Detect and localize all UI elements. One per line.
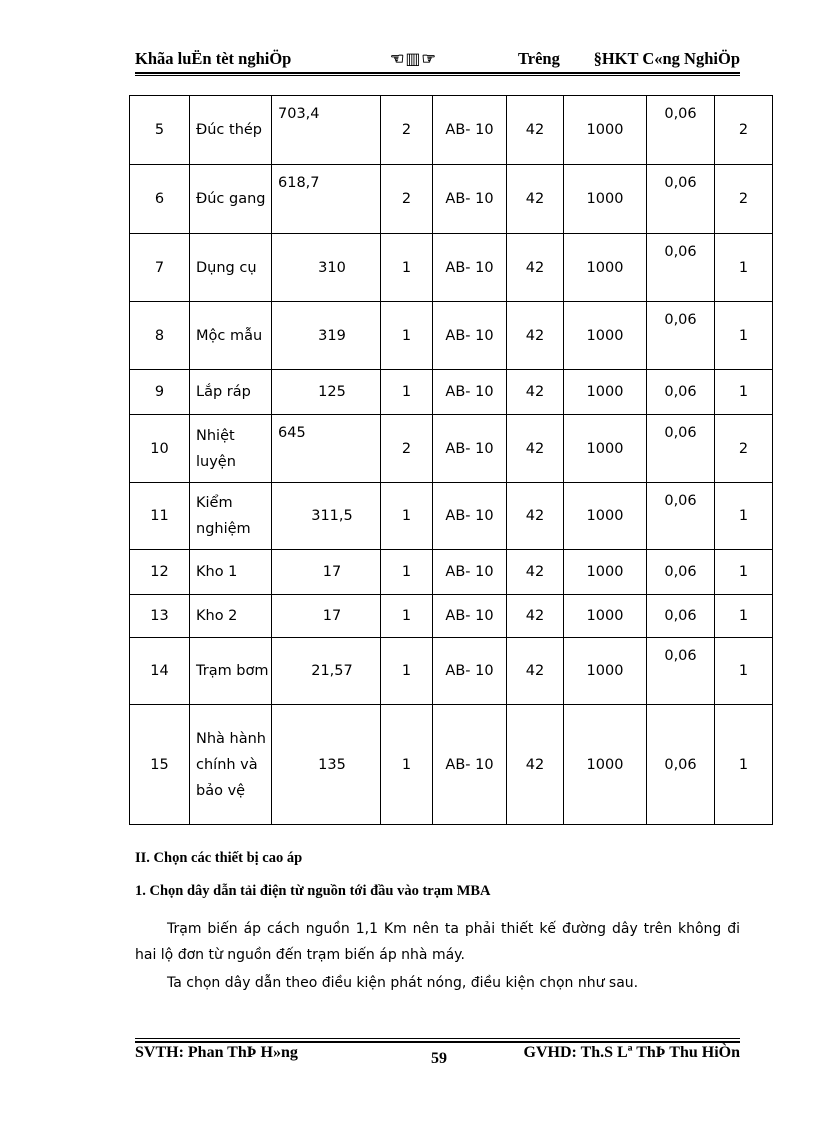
row-name: Đúc thép — [190, 96, 272, 165]
row-resistance: 0,06 — [647, 483, 715, 550]
row-last: 1 — [715, 370, 773, 415]
table-row — [130, 302, 773, 370]
row-power: 703,4 — [272, 96, 381, 165]
row-power: 645 — [272, 415, 381, 483]
table-row — [130, 415, 773, 483]
row-last: 1 — [715, 595, 773, 638]
row-count: 2 — [381, 165, 433, 234]
row-current: 42 — [507, 302, 564, 370]
row-type: AB- 10 — [433, 302, 507, 370]
row-current: 42 — [507, 370, 564, 415]
row-name: Kho 2 — [190, 595, 272, 638]
row-power: 17 — [272, 595, 381, 638]
table-row — [130, 638, 773, 705]
row-length: 1000 — [564, 595, 647, 638]
row-last: 1 — [715, 638, 773, 705]
row-resistance: 0,06 — [647, 302, 715, 370]
row-count: 1 — [381, 234, 433, 302]
row-resistance: 0,06 — [647, 165, 715, 234]
table-row — [130, 550, 773, 595]
row-length: 1000 — [564, 550, 647, 595]
table-row — [130, 370, 773, 415]
row-stt: 11 — [130, 483, 190, 550]
row-last: 2 — [715, 96, 773, 165]
row-current: 42 — [507, 595, 564, 638]
row-length: 1000 — [564, 96, 647, 165]
row-length: 1000 — [564, 302, 647, 370]
row-name: Kho 1 — [190, 550, 272, 595]
header-rule — [135, 72, 740, 74]
row-last: 1 — [715, 302, 773, 370]
row-length: 1000 — [564, 165, 647, 234]
row-power: 310 — [272, 234, 381, 302]
row-last: 1 — [715, 483, 773, 550]
row-last: 1 — [715, 705, 773, 825]
row-length: 1000 — [564, 483, 647, 550]
row-stt: 10 — [130, 415, 190, 483]
page-footer — [135, 1044, 740, 1070]
row-current: 42 — [507, 705, 564, 825]
subsection-title: 1. Chọn dây dẫn tải điện từ nguồn tới đầu vào trạm MBA — [135, 883, 491, 899]
page-header — [135, 48, 740, 72]
row-stt: 14 — [130, 638, 190, 705]
paragraph-1: Trạm biến áp cách nguồn 1,1 Km nên ta phải thiết kế đường dây trên không đi hai lộ đơn từ nguồn đến trạm biến áp nhà máy. — [135, 921, 740, 963]
row-current: 42 — [507, 234, 564, 302]
row-name: Nhà hành chính và bảo vệ — [190, 705, 272, 825]
footer-rule-thin — [135, 1038, 740, 1039]
page-number: 59 — [431, 1050, 447, 1067]
row-last: 2 — [715, 415, 773, 483]
row-current: 42 — [507, 96, 564, 165]
paragraph-2: Ta chọn dây dẫn theo điều kiện phát nóng, điều kiện chọn như sau. — [167, 975, 639, 991]
row-power: 17 — [272, 550, 381, 595]
row-length: 1000 — [564, 415, 647, 483]
row-name: Lắp ráp — [190, 370, 272, 415]
row-stt: 15 — [130, 705, 190, 825]
row-stt: 12 — [130, 550, 190, 595]
row-power: 21,57 — [272, 638, 381, 705]
row-resistance: 0,06 — [647, 595, 715, 638]
row-length: 1000 — [564, 234, 647, 302]
row-length: 1000 — [564, 705, 647, 825]
row-stt: 8 — [130, 302, 190, 370]
row-type: AB- 10 — [433, 483, 507, 550]
row-name: Trạm bơm — [190, 638, 272, 705]
row-count: 1 — [381, 370, 433, 415]
footer-rule — [135, 1041, 740, 1043]
table-row — [130, 705, 773, 825]
row-current: 42 — [507, 415, 564, 483]
footer-student: SVTH: Phan ThÞ H»ng — [135, 1044, 298, 1061]
header-thesis-label: Khãa luËn tèt nghiÖp — [135, 49, 292, 68]
header-ornament-icon: ☜▥☞ — [390, 51, 437, 68]
row-type: AB- 10 — [433, 705, 507, 825]
row-last: 1 — [715, 234, 773, 302]
table-row — [130, 483, 773, 550]
row-name: Đúc gang — [190, 165, 272, 234]
row-count: 1 — [381, 302, 433, 370]
row-resistance: 0,06 — [647, 234, 715, 302]
row-count: 1 — [381, 550, 433, 595]
row-count: 1 — [381, 638, 433, 705]
row-power: 311,5 — [272, 483, 381, 550]
row-length: 1000 — [564, 638, 647, 705]
row-count: 2 — [381, 415, 433, 483]
row-count: 1 — [381, 483, 433, 550]
row-resistance: 0,06 — [647, 705, 715, 825]
row-stt: 7 — [130, 234, 190, 302]
row-power: 618,7 — [272, 165, 381, 234]
row-stt: 5 — [130, 96, 190, 165]
row-type: AB- 10 — [433, 370, 507, 415]
row-power: 125 — [272, 370, 381, 415]
row-type: AB- 10 — [433, 234, 507, 302]
row-stt: 9 — [130, 370, 190, 415]
row-current: 42 — [507, 638, 564, 705]
row-last: 1 — [715, 550, 773, 595]
row-current: 42 — [507, 165, 564, 234]
row-count: 1 — [381, 595, 433, 638]
table-row — [130, 595, 773, 638]
row-name: Mộc mẫu — [190, 302, 272, 370]
header-rule-thin — [135, 75, 740, 76]
row-count: 2 — [381, 96, 433, 165]
row-name: Nhiệt luyện — [190, 415, 272, 483]
table-row — [130, 96, 773, 165]
row-count: 1 — [381, 705, 433, 825]
row-length: 1000 — [564, 370, 647, 415]
row-last: 2 — [715, 165, 773, 234]
row-type: AB- 10 — [433, 595, 507, 638]
row-resistance: 0,06 — [647, 550, 715, 595]
equipment-table-body — [130, 96, 773, 825]
header-school-name: §HKT C«ng NghiÖp — [593, 49, 740, 68]
header-school-label: Trêng — [518, 49, 560, 68]
row-power: 135 — [272, 705, 381, 825]
row-type: AB- 10 — [433, 165, 507, 234]
row-name: Kiểm nghiệm — [190, 483, 272, 550]
row-type: AB- 10 — [433, 96, 507, 165]
section-title: II. Chọn các thiết bị cao áp — [135, 850, 303, 866]
footer-advisor: GVHD: Th.S Lª ThÞ Thu HiÒn — [523, 1044, 740, 1061]
row-type: AB- 10 — [433, 550, 507, 595]
equipment-table — [129, 95, 773, 825]
row-resistance: 0,06 — [647, 370, 715, 415]
row-type: AB- 10 — [433, 638, 507, 705]
row-power: 319 — [272, 302, 381, 370]
row-current: 42 — [507, 483, 564, 550]
row-name: Dụng cụ — [190, 234, 272, 302]
row-resistance: 0,06 — [647, 96, 715, 165]
table-row — [130, 234, 773, 302]
row-type: AB- 10 — [433, 415, 507, 483]
row-current: 42 — [507, 550, 564, 595]
table-row — [130, 165, 773, 234]
row-resistance: 0,06 — [647, 415, 715, 483]
row-resistance: 0,06 — [647, 638, 715, 705]
row-stt: 6 — [130, 165, 190, 234]
row-stt: 13 — [130, 595, 190, 638]
